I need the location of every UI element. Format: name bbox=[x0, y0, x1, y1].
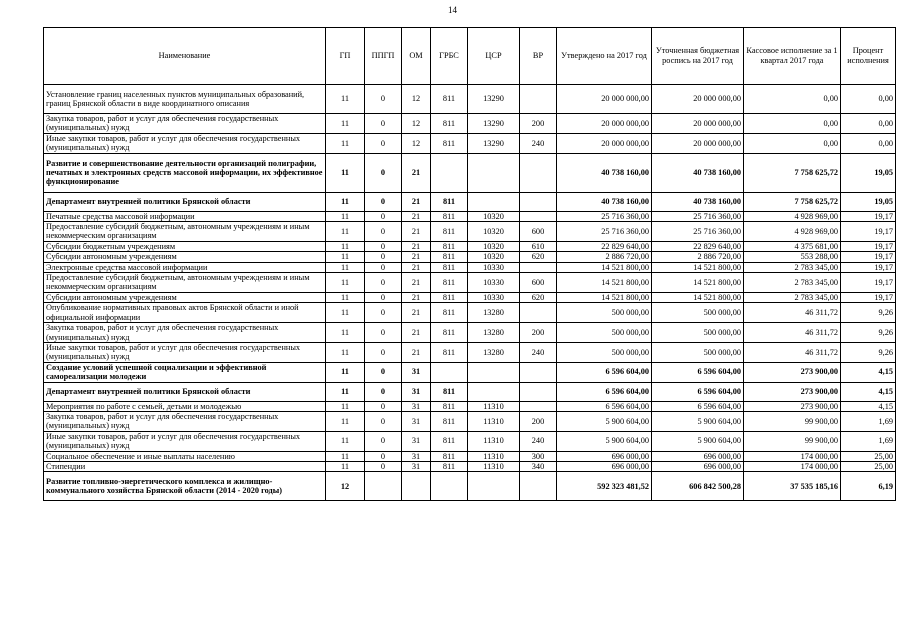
cell-cash: 0,00 bbox=[744, 133, 841, 153]
table-row bbox=[44, 472, 896, 501]
cell-approved: 14 521 800,00 bbox=[557, 262, 652, 272]
cell-om: 31 bbox=[402, 451, 431, 461]
cell-refined: 500 000,00 bbox=[652, 303, 744, 323]
header-approved: Утверждено на 2017 год bbox=[557, 28, 652, 85]
cell-cash: 2 783 345,00 bbox=[744, 262, 841, 272]
cell-ppgp: 0 bbox=[365, 85, 402, 114]
cell-vr bbox=[520, 472, 557, 501]
cell-om: 21 bbox=[402, 292, 431, 302]
header-name: Наименование bbox=[44, 28, 326, 85]
cell-grbs: 811 bbox=[431, 211, 468, 221]
cell-name: Закупка товаров, работ и услуг для обеспечения государственных (муниципальных) нужд bbox=[44, 411, 326, 431]
cell-vr bbox=[520, 211, 557, 221]
cell-name: Иные закупки товаров, работ и услуг для обеспечения государственных (муниципальных) нужд bbox=[44, 133, 326, 153]
cell-refined: 696 000,00 bbox=[652, 461, 744, 471]
cell-percent: 9,26 bbox=[841, 342, 896, 362]
cell-name: Стипендии bbox=[44, 461, 326, 471]
cell-percent: 0,00 bbox=[841, 133, 896, 153]
cell-grbs bbox=[431, 153, 468, 192]
cell-percent: 4,15 bbox=[841, 382, 896, 401]
cell-approved: 5 900 604,00 bbox=[557, 411, 652, 431]
cell-approved: 696 000,00 bbox=[557, 461, 652, 471]
cell-percent: 25,00 bbox=[841, 451, 896, 461]
table-row bbox=[44, 303, 896, 323]
cell-approved: 500 000,00 bbox=[557, 303, 652, 323]
cell-vr bbox=[520, 262, 557, 272]
cell-name: Электронные средства массовой информации bbox=[44, 262, 326, 272]
cell-vr: 240 bbox=[520, 431, 557, 451]
cell-vr: 600 bbox=[520, 222, 557, 242]
table-body bbox=[44, 85, 896, 501]
cell-csr: 13290 bbox=[468, 133, 520, 153]
cell-vr: 300 bbox=[520, 451, 557, 461]
cell-refined: 40 738 160,00 bbox=[652, 153, 744, 192]
cell-percent: 4,15 bbox=[841, 362, 896, 382]
cell-refined: 25 716 360,00 bbox=[652, 211, 744, 221]
cell-csr bbox=[468, 382, 520, 401]
table-header-row bbox=[44, 28, 896, 85]
cell-cash: 37 535 185,16 bbox=[744, 472, 841, 501]
cell-om: 21 bbox=[402, 342, 431, 362]
cell-percent: 4,15 bbox=[841, 401, 896, 411]
cell-cash: 46 311,72 bbox=[744, 342, 841, 362]
cell-ppgp: 0 bbox=[365, 273, 402, 293]
cell-refined: 14 521 800,00 bbox=[652, 273, 744, 293]
cell-refined: 14 521 800,00 bbox=[652, 262, 744, 272]
cell-csr: 13290 bbox=[468, 114, 520, 134]
cell-grbs: 811 bbox=[431, 252, 468, 262]
header-cash: Кассовое исполнение за 1 квартал 2017 года bbox=[744, 28, 841, 85]
cell-gp: 11 bbox=[326, 241, 365, 251]
table-row bbox=[44, 273, 896, 293]
cell-ppgp: 0 bbox=[365, 323, 402, 343]
cell-cash: 0,00 bbox=[744, 114, 841, 134]
cell-approved: 500 000,00 bbox=[557, 342, 652, 362]
header-vr: ВР bbox=[520, 28, 557, 85]
cell-refined: 2 886 720,00 bbox=[652, 252, 744, 262]
table-row bbox=[44, 153, 896, 192]
cell-om: 21 bbox=[402, 252, 431, 262]
cell-gp: 11 bbox=[326, 323, 365, 343]
cell-approved: 14 521 800,00 bbox=[557, 273, 652, 293]
table-row bbox=[44, 252, 896, 262]
cell-refined: 20 000 000,00 bbox=[652, 133, 744, 153]
cell-name: Закупка товаров, работ и услуг для обеспечения государственных (муниципальных) нужд bbox=[44, 323, 326, 343]
cell-ppgp: 0 bbox=[365, 241, 402, 251]
cell-refined: 14 521 800,00 bbox=[652, 292, 744, 302]
cell-cash: 273 900,00 bbox=[744, 382, 841, 401]
cell-ppgp: 0 bbox=[365, 461, 402, 471]
table-row bbox=[44, 431, 896, 451]
table-row bbox=[44, 241, 896, 251]
cell-vr bbox=[520, 303, 557, 323]
header-refined: Уточненная бюджетная роспись на 2017 год bbox=[652, 28, 744, 85]
cell-om: 21 bbox=[402, 192, 431, 211]
cell-om: 31 bbox=[402, 362, 431, 382]
cell-om: 31 bbox=[402, 461, 431, 471]
cell-vr: 600 bbox=[520, 273, 557, 293]
cell-csr: 10320 bbox=[468, 252, 520, 262]
cell-csr: 11310 bbox=[468, 451, 520, 461]
table-row bbox=[44, 323, 896, 343]
cell-gp: 11 bbox=[326, 85, 365, 114]
cell-vr bbox=[520, 153, 557, 192]
cell-om: 31 bbox=[402, 382, 431, 401]
cell-approved: 500 000,00 bbox=[557, 323, 652, 343]
cell-ppgp: 0 bbox=[365, 252, 402, 262]
table-row bbox=[44, 292, 896, 302]
cell-ppgp bbox=[365, 472, 402, 501]
cell-vr bbox=[520, 382, 557, 401]
cell-percent: 1,69 bbox=[841, 411, 896, 431]
cell-percent: 0,00 bbox=[841, 114, 896, 134]
cell-gp: 11 bbox=[326, 451, 365, 461]
cell-name: Субсидии автономным учреждениям bbox=[44, 252, 326, 262]
cell-ppgp: 0 bbox=[365, 292, 402, 302]
table-row bbox=[44, 211, 896, 221]
cell-grbs: 811 bbox=[431, 303, 468, 323]
cell-approved: 20 000 000,00 bbox=[557, 133, 652, 153]
cell-ppgp: 0 bbox=[365, 133, 402, 153]
cell-cash: 2 783 345,00 bbox=[744, 273, 841, 293]
cell-csr bbox=[468, 192, 520, 211]
cell-name: Закупка товаров, работ и услуг для обеспечения государственных (муниципальных) нужд bbox=[44, 114, 326, 134]
cell-name: Предоставление субсидий бюджетным, автономным учреждениям и иным некоммерческим организациям bbox=[44, 222, 326, 242]
cell-om bbox=[402, 472, 431, 501]
cell-gp: 11 bbox=[326, 153, 365, 192]
cell-vr: 200 bbox=[520, 323, 557, 343]
budget-execution-table bbox=[43, 27, 896, 501]
cell-csr bbox=[468, 472, 520, 501]
header-grbs: ГРБС bbox=[431, 28, 468, 85]
cell-csr bbox=[468, 362, 520, 382]
cell-gp: 11 bbox=[326, 114, 365, 134]
cell-grbs: 811 bbox=[431, 323, 468, 343]
cell-percent: 19,05 bbox=[841, 153, 896, 192]
cell-grbs: 811 bbox=[431, 401, 468, 411]
cell-approved: 40 738 160,00 bbox=[557, 153, 652, 192]
table-row bbox=[44, 342, 896, 362]
cell-refined: 40 738 160,00 bbox=[652, 192, 744, 211]
cell-cash: 4 375 681,00 bbox=[744, 241, 841, 251]
cell-name: Департамент внутренней политики Брянской области bbox=[44, 382, 326, 401]
cell-approved: 5 900 604,00 bbox=[557, 431, 652, 451]
cell-cash: 7 758 625,72 bbox=[744, 192, 841, 211]
cell-om: 12 bbox=[402, 114, 431, 134]
cell-ppgp: 0 bbox=[365, 192, 402, 211]
cell-ppgp: 0 bbox=[365, 431, 402, 451]
cell-om: 21 bbox=[402, 211, 431, 221]
cell-csr: 10330 bbox=[468, 273, 520, 293]
cell-ppgp: 0 bbox=[365, 451, 402, 461]
cell-percent: 9,26 bbox=[841, 323, 896, 343]
cell-refined: 500 000,00 bbox=[652, 342, 744, 362]
cell-gp: 11 bbox=[326, 222, 365, 242]
cell-approved: 20 000 000,00 bbox=[557, 85, 652, 114]
cell-gp: 11 bbox=[326, 411, 365, 431]
cell-refined: 6 596 604,00 bbox=[652, 362, 744, 382]
cell-percent: 19,17 bbox=[841, 273, 896, 293]
cell-vr: 200 bbox=[520, 114, 557, 134]
cell-percent: 6,19 bbox=[841, 472, 896, 501]
cell-om: 31 bbox=[402, 411, 431, 431]
cell-csr: 11310 bbox=[468, 401, 520, 411]
cell-refined: 606 842 500,28 bbox=[652, 472, 744, 501]
cell-percent: 19,17 bbox=[841, 222, 896, 242]
cell-ppgp: 0 bbox=[365, 262, 402, 272]
cell-cash: 99 900,00 bbox=[744, 411, 841, 431]
cell-gp: 11 bbox=[326, 382, 365, 401]
cell-cash: 4 928 969,00 bbox=[744, 222, 841, 242]
cell-refined: 20 000 000,00 bbox=[652, 114, 744, 134]
cell-csr: 10330 bbox=[468, 262, 520, 272]
cell-gp: 12 bbox=[326, 472, 365, 501]
cell-grbs: 811 bbox=[431, 461, 468, 471]
cell-vr: 240 bbox=[520, 133, 557, 153]
table-row bbox=[44, 192, 896, 211]
cell-percent: 19,05 bbox=[841, 192, 896, 211]
cell-csr: 11310 bbox=[468, 461, 520, 471]
cell-om: 21 bbox=[402, 241, 431, 251]
cell-name: Департамент внутренней политики Брянской области bbox=[44, 192, 326, 211]
cell-name: Опубликование нормативных правовых актов Брянской области и иной официальной информации bbox=[44, 303, 326, 323]
cell-gp: 11 bbox=[326, 342, 365, 362]
cell-approved: 6 596 604,00 bbox=[557, 362, 652, 382]
cell-cash: 273 900,00 bbox=[744, 401, 841, 411]
cell-name: Установление границ населенных пунктов муниципальных образований, границ Брянской области в виде координатного описания bbox=[44, 85, 326, 114]
header-gp: ГП bbox=[326, 28, 365, 85]
cell-om: 21 bbox=[402, 262, 431, 272]
cell-cash: 2 783 345,00 bbox=[744, 292, 841, 302]
cell-om: 21 bbox=[402, 303, 431, 323]
page-number: 14 bbox=[448, 5, 457, 15]
cell-csr: 13290 bbox=[468, 85, 520, 114]
cell-cash: 46 311,72 bbox=[744, 323, 841, 343]
cell-percent: 19,17 bbox=[841, 241, 896, 251]
cell-refined: 5 900 604,00 bbox=[652, 411, 744, 431]
cell-gp: 11 bbox=[326, 292, 365, 302]
cell-csr: 10320 bbox=[468, 222, 520, 242]
cell-name: Иные закупки товаров, работ и услуг для обеспечения государственных (муниципальных) нужд bbox=[44, 431, 326, 451]
cell-ppgp: 0 bbox=[365, 362, 402, 382]
cell-approved: 22 829 640,00 bbox=[557, 241, 652, 251]
cell-om: 21 bbox=[402, 153, 431, 192]
cell-name: Печатные средства массовой информации bbox=[44, 211, 326, 221]
table-row bbox=[44, 362, 896, 382]
header-ppgp: ППГП bbox=[365, 28, 402, 85]
cell-grbs: 811 bbox=[431, 85, 468, 114]
cell-grbs: 811 bbox=[431, 431, 468, 451]
table-row bbox=[44, 382, 896, 401]
cell-grbs: 811 bbox=[431, 382, 468, 401]
cell-percent: 0,00 bbox=[841, 85, 896, 114]
cell-vr bbox=[520, 362, 557, 382]
cell-vr: 620 bbox=[520, 292, 557, 302]
cell-csr: 13280 bbox=[468, 303, 520, 323]
cell-om: 21 bbox=[402, 273, 431, 293]
cell-csr: 13280 bbox=[468, 323, 520, 343]
cell-gp: 11 bbox=[326, 401, 365, 411]
cell-grbs: 811 bbox=[431, 411, 468, 431]
cell-vr bbox=[520, 192, 557, 211]
cell-vr: 240 bbox=[520, 342, 557, 362]
cell-refined: 696 000,00 bbox=[652, 451, 744, 461]
cell-grbs: 811 bbox=[431, 451, 468, 461]
table-row bbox=[44, 262, 896, 272]
cell-gp: 11 bbox=[326, 431, 365, 451]
cell-vr bbox=[520, 85, 557, 114]
cell-grbs bbox=[431, 362, 468, 382]
cell-gp: 11 bbox=[326, 262, 365, 272]
cell-approved: 25 716 360,00 bbox=[557, 211, 652, 221]
cell-om: 12 bbox=[402, 85, 431, 114]
cell-refined: 6 596 604,00 bbox=[652, 401, 744, 411]
cell-ppgp: 0 bbox=[365, 303, 402, 323]
cell-cash: 46 311,72 bbox=[744, 303, 841, 323]
cell-csr: 10330 bbox=[468, 292, 520, 302]
cell-om: 21 bbox=[402, 222, 431, 242]
cell-refined: 500 000,00 bbox=[652, 323, 744, 343]
cell-csr: 11310 bbox=[468, 431, 520, 451]
cell-name: Предоставление субсидий бюджетным, автономным учреждениям и иным некоммерческим организациям bbox=[44, 273, 326, 293]
cell-ppgp: 0 bbox=[365, 153, 402, 192]
table-row bbox=[44, 133, 896, 153]
cell-om: 12 bbox=[402, 133, 431, 153]
cell-name: Социальное обеспечение и иные выплаты населению bbox=[44, 451, 326, 461]
table-row bbox=[44, 401, 896, 411]
cell-ppgp: 0 bbox=[365, 114, 402, 134]
cell-gp: 11 bbox=[326, 362, 365, 382]
cell-csr: 13280 bbox=[468, 342, 520, 362]
cell-vr: 200 bbox=[520, 411, 557, 431]
cell-percent: 19,17 bbox=[841, 252, 896, 262]
cell-cash: 174 000,00 bbox=[744, 451, 841, 461]
table-row bbox=[44, 222, 896, 242]
cell-approved: 20 000 000,00 bbox=[557, 114, 652, 134]
cell-gp: 11 bbox=[326, 252, 365, 262]
cell-percent: 19,17 bbox=[841, 292, 896, 302]
cell-cash: 7 758 625,72 bbox=[744, 153, 841, 192]
cell-name: Развитие и совершенствование деятельности организаций полиграфии, печатных и электронных средств массовой информации, их эффективное функционирование bbox=[44, 153, 326, 192]
table-row bbox=[44, 411, 896, 431]
cell-csr: 11310 bbox=[468, 411, 520, 431]
cell-gp: 11 bbox=[326, 192, 365, 211]
cell-cash: 99 900,00 bbox=[744, 431, 841, 451]
cell-approved: 592 323 481,52 bbox=[557, 472, 652, 501]
cell-ppgp: 0 bbox=[365, 342, 402, 362]
cell-om: 31 bbox=[402, 431, 431, 451]
cell-cash: 174 000,00 bbox=[744, 461, 841, 471]
cell-grbs bbox=[431, 472, 468, 501]
cell-vr: 610 bbox=[520, 241, 557, 251]
cell-refined: 25 716 360,00 bbox=[652, 222, 744, 242]
cell-percent: 25,00 bbox=[841, 461, 896, 471]
cell-csr bbox=[468, 153, 520, 192]
cell-gp: 11 bbox=[326, 273, 365, 293]
cell-name: Развитие топливно-энергетического комплекса и жилищно-коммунального хозяйства Брянской области (2014 - 2020 годы) bbox=[44, 472, 326, 501]
cell-approved: 6 596 604,00 bbox=[557, 401, 652, 411]
cell-name: Создание условий успешной социализации и эффективной самореализации молодежи bbox=[44, 362, 326, 382]
cell-csr: 10320 bbox=[468, 241, 520, 251]
table-row bbox=[44, 461, 896, 471]
cell-cash: 553 288,00 bbox=[744, 252, 841, 262]
cell-approved: 40 738 160,00 bbox=[557, 192, 652, 211]
cell-grbs: 811 bbox=[431, 292, 468, 302]
header-percent: Процент исполнения bbox=[841, 28, 896, 85]
cell-vr bbox=[520, 401, 557, 411]
cell-approved: 6 596 604,00 bbox=[557, 382, 652, 401]
header-csr: ЦСР bbox=[468, 28, 520, 85]
cell-grbs: 811 bbox=[431, 241, 468, 251]
cell-refined: 6 596 604,00 bbox=[652, 382, 744, 401]
cell-grbs: 811 bbox=[431, 133, 468, 153]
cell-grbs: 811 bbox=[431, 192, 468, 211]
cell-gp: 11 bbox=[326, 303, 365, 323]
cell-approved: 14 521 800,00 bbox=[557, 292, 652, 302]
cell-refined: 22 829 640,00 bbox=[652, 241, 744, 251]
cell-name: Субсидии автономным учреждениям bbox=[44, 292, 326, 302]
cell-om: 31 bbox=[402, 401, 431, 411]
cell-cash: 0,00 bbox=[744, 85, 841, 114]
cell-approved: 25 716 360,00 bbox=[557, 222, 652, 242]
cell-ppgp: 0 bbox=[365, 222, 402, 242]
cell-percent: 1,69 bbox=[841, 431, 896, 451]
table-row bbox=[44, 451, 896, 461]
cell-cash: 273 900,00 bbox=[744, 362, 841, 382]
cell-gp: 11 bbox=[326, 461, 365, 471]
cell-approved: 696 000,00 bbox=[557, 451, 652, 461]
cell-ppgp: 0 bbox=[365, 411, 402, 431]
cell-percent: 9,26 bbox=[841, 303, 896, 323]
cell-refined: 5 900 604,00 bbox=[652, 431, 744, 451]
cell-name: Мероприятия по работе с семьей, детьми и молодежью bbox=[44, 401, 326, 411]
cell-refined: 20 000 000,00 bbox=[652, 85, 744, 114]
cell-ppgp: 0 bbox=[365, 401, 402, 411]
cell-name: Субсидии бюджетным учреждениям bbox=[44, 241, 326, 251]
cell-percent: 19,17 bbox=[841, 211, 896, 221]
cell-grbs: 811 bbox=[431, 342, 468, 362]
cell-ppgp: 0 bbox=[365, 382, 402, 401]
table-row bbox=[44, 85, 896, 114]
cell-percent: 19,17 bbox=[841, 262, 896, 272]
cell-grbs: 811 bbox=[431, 262, 468, 272]
cell-cash: 4 928 969,00 bbox=[744, 211, 841, 221]
cell-gp: 11 bbox=[326, 211, 365, 221]
cell-csr: 10320 bbox=[468, 211, 520, 221]
cell-vr: 340 bbox=[520, 461, 557, 471]
table-row bbox=[44, 114, 896, 134]
cell-gp: 11 bbox=[326, 133, 365, 153]
cell-grbs: 811 bbox=[431, 222, 468, 242]
cell-vr: 620 bbox=[520, 252, 557, 262]
cell-name: Иные закупки товаров, работ и услуг для обеспечения государственных (муниципальных) нужд bbox=[44, 342, 326, 362]
cell-grbs: 811 bbox=[431, 114, 468, 134]
header-om: ОМ bbox=[402, 28, 431, 85]
cell-approved: 2 886 720,00 bbox=[557, 252, 652, 262]
cell-ppgp: 0 bbox=[365, 211, 402, 221]
cell-grbs: 811 bbox=[431, 273, 468, 293]
cell-om: 21 bbox=[402, 323, 431, 343]
